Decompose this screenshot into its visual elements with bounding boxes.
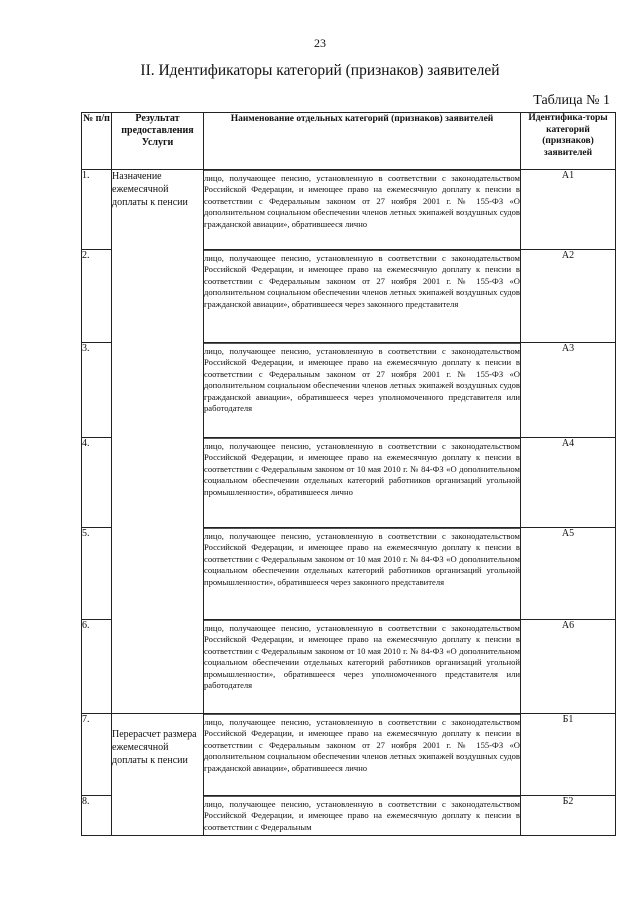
category-text-content: лицо, получающее пенсию, установленную в соответствии с законодательством Российской Федерации, и имеющее право на ежемесячную доплату к пенсии в соответствии с Федеральным законом от 10 мая 2010 г. № 84-ФЗ «О дополнительном социальном обеспечении отдельных категорий работников организаций угольной промышленности», обратившееся лично bbox=[204, 438, 520, 498]
table-row bbox=[82, 170, 616, 250]
category-code: А3 bbox=[521, 343, 616, 438]
row-number: 8. bbox=[82, 796, 112, 836]
category-text bbox=[204, 170, 521, 250]
category-text bbox=[204, 343, 521, 438]
category-text-content: лицо, получающее пенсию, установленную в соответствии с законодательством Российской Федерации, и имеющее право на ежемесячную доплату к пенсии в соответствии с Федеральным законом от 27 ноября 2001 г. № 155-ФЗ «О дополнительном социальном обеспечении членов летных экипажей воздушных судов гражданской авиации», обратившееся лично bbox=[204, 714, 520, 774]
header-result: Результат предоставления Услуги bbox=[112, 113, 204, 170]
header-code: Идентифика-торы категорий (признаков) заявителей bbox=[521, 113, 616, 170]
service-result: Назначение ежемесячной доплаты к пенсии bbox=[112, 170, 204, 714]
page-number: 23 bbox=[314, 36, 326, 50]
header-category: Наименование отдельных категорий (признаков) заявителей bbox=[204, 113, 521, 170]
row-number: 1. bbox=[82, 170, 112, 250]
category-text-content: лицо, получающее пенсию, установленную в соответствии с законодательством Российской Федерации, и имеющее право на ежемесячную доплату к пенсии в соответствии с Федеральным bbox=[204, 796, 520, 833]
category-text bbox=[204, 796, 521, 836]
category-code: А2 bbox=[521, 250, 616, 343]
identifiers-table bbox=[81, 112, 616, 836]
category-text bbox=[204, 250, 521, 343]
category-text-content: лицо, получающее пенсию, установленную в соответствии с законодательством Российской Федерации, и имеющее право на ежемесячную доплату к пенсии в соответствии с Федеральным законом от 27 ноября 2001 г. № 155-ФЗ «О дополнительном социальном обеспечении членов летных экипажей воздушных судов гражданской авиации», обратившееся через законного представителя bbox=[204, 250, 520, 310]
row-number: 6. bbox=[82, 620, 112, 714]
row-number: 7. bbox=[82, 714, 112, 796]
category-code: А4 bbox=[521, 438, 616, 528]
table-row bbox=[82, 714, 616, 796]
category-code: А6 bbox=[521, 620, 616, 714]
row-number: 2. bbox=[82, 250, 112, 343]
category-text bbox=[204, 438, 521, 528]
category-code: Б2 bbox=[521, 796, 616, 836]
service-result: Перерасчет размера ежемесячной доплаты к пенсии bbox=[112, 714, 204, 836]
category-text-content: лицо, получающее пенсию, установленную в соответствии с законодательством Российской Федерации, и имеющее право на ежемесячную доплату к пенсии в соответствии с Федеральным законом от 27 ноября 2001 г. № 155-ФЗ «О дополнительном социальном обеспечении членов летных экипажей воздушных судов гражданской авиации», обратившееся лично bbox=[204, 170, 520, 230]
category-code: А1 bbox=[521, 170, 616, 250]
category-text-content: лицо, получающее пенсию, установленную в соответствии с законодательством Российской Федерации, и имеющее право на ежемесячную доплату к пенсии в соответствии с Федеральным законом от 10 мая 2010 г. № 84-ФЗ «О дополнительном социальном обеспечении отдельных категорий работников организаций угольной промышленности», обратившееся через законного представителя bbox=[204, 528, 520, 588]
row-number: 4. bbox=[82, 438, 112, 528]
section-title: II. Идентификаторы категорий (признаков) заявителей bbox=[140, 62, 500, 79]
category-text bbox=[204, 528, 521, 620]
table-header-row bbox=[82, 113, 616, 170]
category-text bbox=[204, 714, 521, 796]
category-code: А5 bbox=[521, 528, 616, 620]
header-num: № п/п bbox=[82, 113, 112, 170]
category-code: Б1 bbox=[521, 714, 616, 796]
row-number: 5. bbox=[82, 528, 112, 620]
category-text bbox=[204, 620, 521, 714]
category-text-content: лицо, получающее пенсию, установленную в соответствии с законодательством Российской Федерации, и имеющее право на ежемесячную доплату к пенсии в соответствии с Федеральным законом от 10 мая 2010 г. № 84-ФЗ «О дополнительном социальном обеспечении отдельных категорий работников организаций угольной промышленности», обратившееся через уполномоченного представителя или работодателя bbox=[204, 620, 520, 691]
category-text-content: лицо, получающее пенсию, установленную в соответствии с законодательством Российской Федерации, и имеющее право на ежемесячную доплату к пенсии в соответствии с Федеральным законом от 27 ноября 2001 г. № 155-ФЗ «О дополнительном социальном обеспечении членов летных экипажей воздушных судов гражданской авиации», обратившееся через уполномоченного представителя или работодателя bbox=[204, 343, 520, 414]
table-label: Таблица № 1 bbox=[533, 93, 610, 108]
row-number: 3. bbox=[82, 343, 112, 438]
